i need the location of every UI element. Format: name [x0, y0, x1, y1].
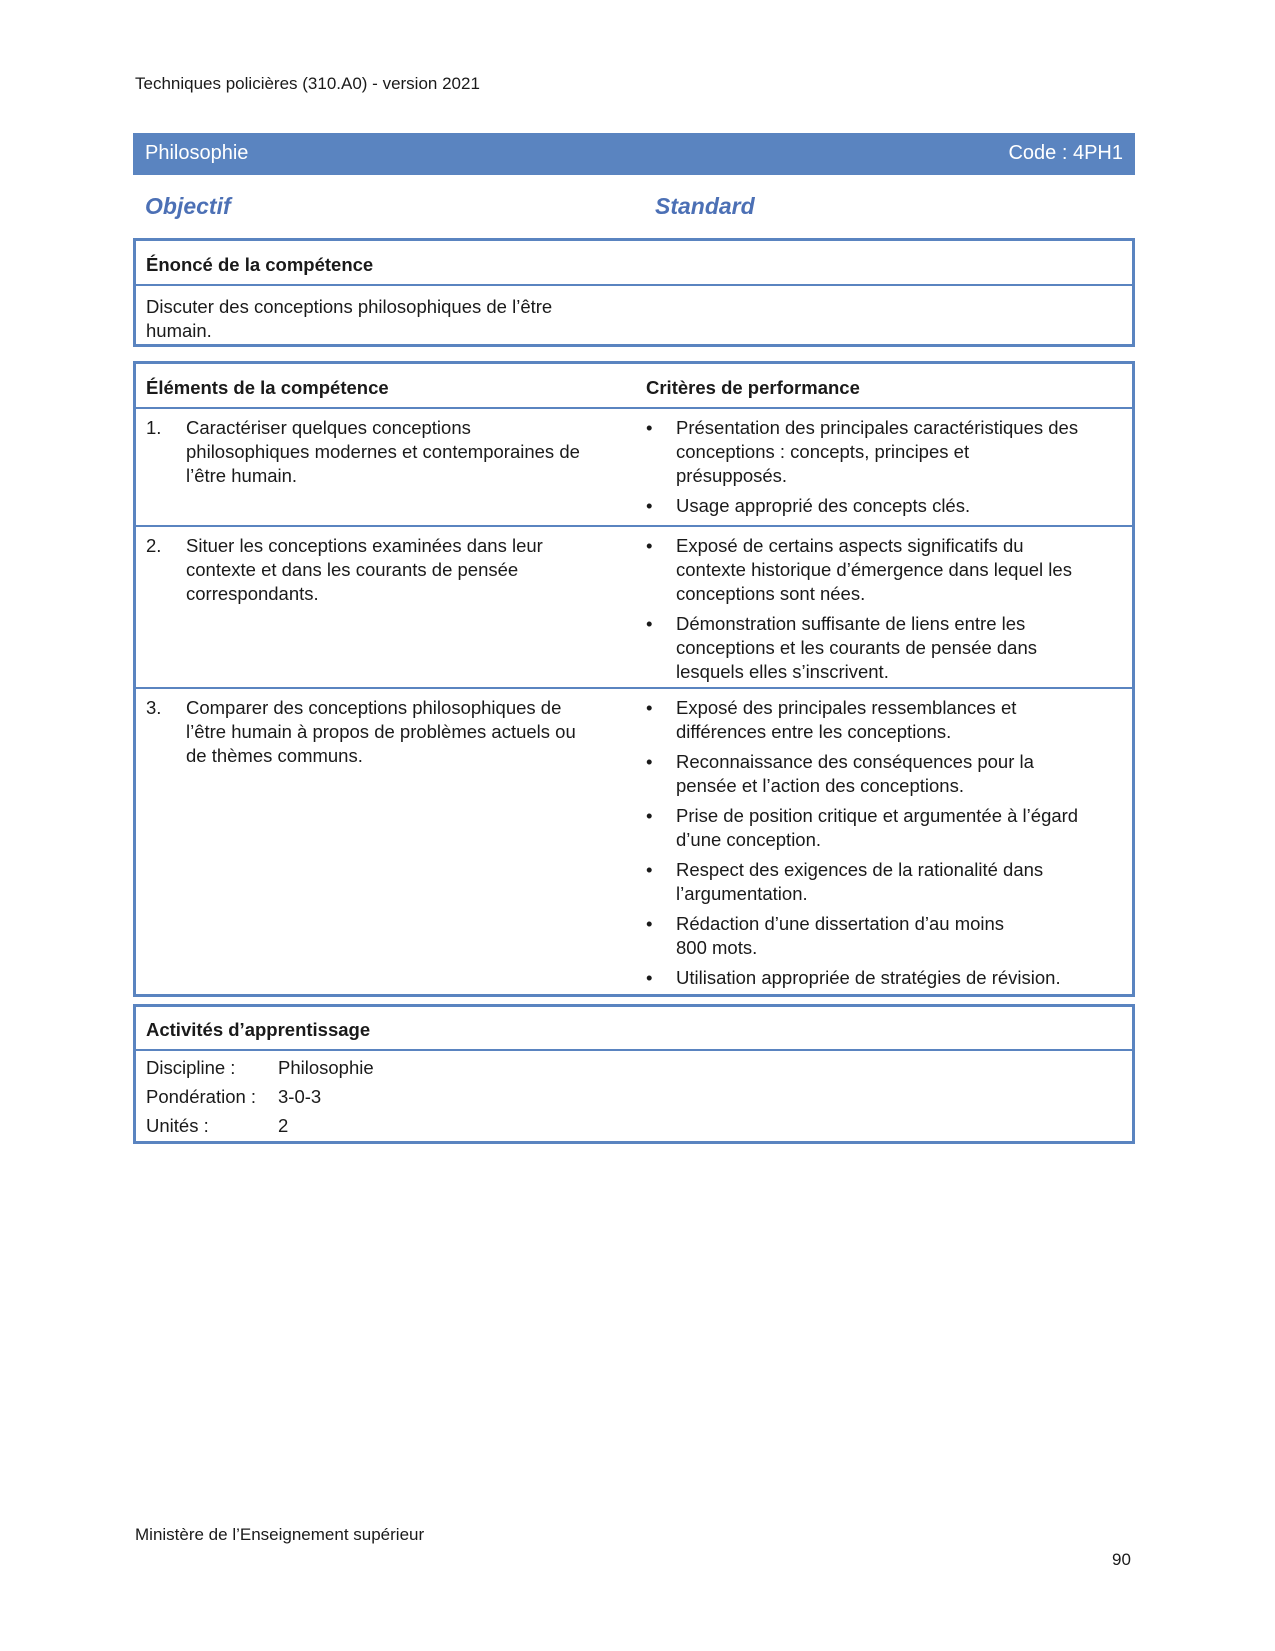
course-title: Philosophie	[145, 142, 249, 164]
table-row	[146, 416, 1126, 526]
element-text: Comparer des conceptions philosophiques de l’être humain à propos de problèmes actuels ou de thèmes communs.	[186, 697, 576, 766]
activities-heading: Activités d’apprentissage	[146, 1019, 371, 1040]
list-item: • Démonstration suffisante de liens entre les conceptions et les courants de pensée dans lesquels elles s’inscrivent.	[646, 613, 1037, 682]
divider	[136, 687, 1132, 689]
criteria-list	[646, 696, 1106, 996]
list-item: • Utilisation appropriée de stratégies de révision.	[646, 967, 1061, 988]
row-number: 3.	[146, 697, 162, 718]
bullet-icon: •	[646, 495, 653, 516]
bullet-icon: •	[646, 805, 653, 826]
bullet-icon: •	[646, 751, 653, 772]
criteria-list	[646, 534, 1106, 690]
bullet-icon: •	[646, 535, 653, 556]
list-item: • Rédaction d’une dissertation d’au moins 800 mots.	[646, 913, 1005, 958]
table-row	[146, 534, 1126, 694]
divider	[136, 1049, 1132, 1051]
element-text: Caractériser quelques conceptions philosophiques modernes et contemporaines de l’être humain.	[186, 417, 580, 486]
page-number: 90	[1112, 1550, 1131, 1569]
competence-table	[133, 361, 1135, 997]
course-code: Code : 4PH1	[1008, 142, 1123, 164]
bullet-icon: •	[646, 417, 653, 438]
list-item: • Présentation des principales caractéristiques des conceptions : concepts, principes et présupposés.	[646, 417, 1079, 486]
enonce-box	[133, 238, 1135, 347]
divider	[136, 525, 1132, 527]
bullet-icon: •	[646, 967, 653, 988]
activities-box	[133, 1004, 1135, 1144]
bullet-icon: •	[646, 913, 653, 934]
list-item: • Reconnaissance des conséquences pour la pensée et l’action des conceptions.	[646, 751, 1034, 796]
discipline-row: Discipline : Philosophie	[146, 1057, 374, 1078]
list-item: • Exposé des principales ressemblances et différences entre les conceptions.	[646, 697, 1017, 742]
bullet-icon: •	[646, 859, 653, 880]
row-number: 2.	[146, 535, 162, 556]
col-header-elements: Éléments de la compétence	[146, 377, 389, 398]
enonce-text: Discuter des conceptions philosophiques de l’être humain.	[146, 296, 553, 341]
bullet-icon: •	[646, 613, 653, 634]
criteria-list	[646, 416, 1106, 524]
unites-row: Unités : 2	[146, 1115, 289, 1136]
standard-label: Standard	[655, 193, 755, 219]
document-header: Techniques policières (310.A0) - version 2021	[135, 74, 480, 93]
objectif-label: Objectif	[145, 193, 231, 219]
list-item: • Respect des exigences de la rationalité dans l’argumentation.	[646, 859, 1044, 904]
footer-ministry: Ministère de l’Enseignement supérieur	[135, 1525, 425, 1544]
table-row	[146, 696, 1126, 996]
list-item: • Exposé de certains aspects significatifs du contexte historique d’émergence dans lequel les conceptions sont nées.	[646, 535, 1072, 604]
col-header-criteres: Critères de performance	[646, 377, 860, 398]
row-number: 1.	[146, 417, 162, 438]
element-text: Situer les conceptions examinées dans leur contexte et dans les courants de pensée correspondants.	[186, 535, 543, 604]
enonce-heading: Énoncé de la compétence	[146, 254, 374, 275]
list-item: • Prise de position critique et argumentée à l’égard d’une conception.	[646, 805, 1079, 850]
divider	[136, 284, 1132, 286]
course-title-bar	[133, 133, 1135, 175]
divider	[136, 407, 1132, 409]
ponderation-row: Pondération : 3-0-3	[146, 1086, 322, 1107]
list-item: • Usage approprié des concepts clés.	[646, 495, 971, 516]
bullet-icon: •	[646, 697, 653, 718]
